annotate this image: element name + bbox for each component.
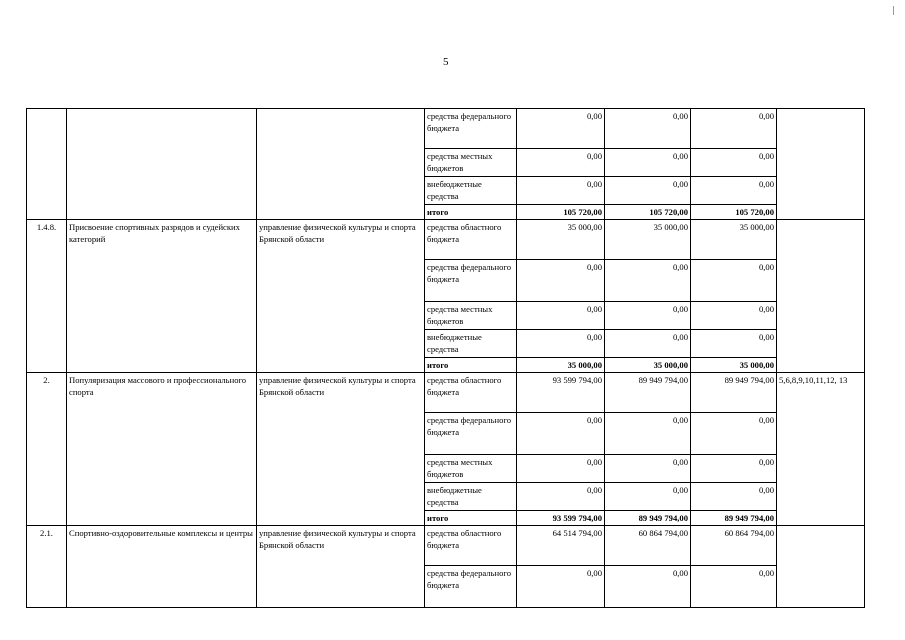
value-cell: 0,00 <box>691 483 777 511</box>
item-number: 2.1. <box>27 526 67 608</box>
value-cell: 0,00 <box>691 177 777 205</box>
value-cell: 0,00 <box>605 566 691 608</box>
value-cell: 64 514 794,00 <box>517 526 605 566</box>
value-cell: 35 000,00 <box>605 358 691 373</box>
value-cell: 0,00 <box>691 302 777 330</box>
value-cell: 0,00 <box>605 177 691 205</box>
value-cell: 105 720,00 <box>691 205 777 220</box>
value-cell: 93 599 794,00 <box>517 511 605 526</box>
value-cell: 0,00 <box>517 330 605 358</box>
value-cell: 89 949 794,00 <box>605 511 691 526</box>
value-cell: 89 949 794,00 <box>691 373 777 413</box>
value-cell: 0,00 <box>605 455 691 483</box>
value-cell: 105 720,00 <box>517 205 605 220</box>
value-cell: 0,00 <box>517 566 605 608</box>
value-cell: 0,00 <box>691 109 777 149</box>
item-number: 1.4.8. <box>27 220 67 373</box>
item-number <box>27 109 67 220</box>
funding-source: средства федерального бюджета <box>425 109 517 149</box>
value-cell: 89 949 794,00 <box>605 373 691 413</box>
funding-source: итого <box>425 358 517 373</box>
value-cell: 0,00 <box>605 483 691 511</box>
value-cell: 0,00 <box>691 566 777 608</box>
budget-table <box>26 108 865 608</box>
funding-source: средства областного бюджета <box>425 220 517 260</box>
item-name: Популяризация массового и профессионального спорта <box>67 373 257 526</box>
value-cell: 93 599 794,00 <box>517 373 605 413</box>
value-cell: 0,00 <box>605 149 691 177</box>
item-executor: управление физической культуры и спорта Брянской области <box>257 220 425 373</box>
value-cell: 0,00 <box>517 149 605 177</box>
funding-source: внебюджетные средства <box>425 330 517 358</box>
value-cell: 0,00 <box>517 413 605 455</box>
item-name <box>67 109 257 220</box>
value-cell: 35 000,00 <box>605 220 691 260</box>
funding-source: внебюджетные средства <box>425 483 517 511</box>
value-cell: 0,00 <box>691 455 777 483</box>
value-cell: 35 000,00 <box>517 220 605 260</box>
item-executor: управление физической культуры и спорта Брянской области <box>257 526 425 608</box>
value-cell: 35 000,00 <box>517 358 605 373</box>
table-row <box>27 373 865 413</box>
funding-source: средства федерального бюджета <box>425 413 517 455</box>
target-indicators <box>777 526 865 608</box>
funding-source: средства федерального бюджета <box>425 260 517 302</box>
item-executor <box>257 109 425 220</box>
funding-source: средства местных бюджетов <box>425 149 517 177</box>
value-cell: 0,00 <box>517 483 605 511</box>
funding-source: внебюджетные средства <box>425 177 517 205</box>
table-row <box>27 109 865 149</box>
funding-source: средства областного бюджета <box>425 526 517 566</box>
value-cell: 0,00 <box>605 330 691 358</box>
value-cell: 60 864 794,00 <box>691 526 777 566</box>
funding-source: итого <box>425 205 517 220</box>
value-cell: 0,00 <box>517 109 605 149</box>
value-cell: 0,00 <box>691 413 777 455</box>
target-indicators: 5,6,8,9,10,11,12, 13 <box>777 373 865 526</box>
funding-source: итого <box>425 511 517 526</box>
funding-source: средства областного бюджета <box>425 373 517 413</box>
value-cell: 0,00 <box>691 149 777 177</box>
value-cell: 0,00 <box>517 177 605 205</box>
value-cell: 0,00 <box>691 260 777 302</box>
value-cell: 105 720,00 <box>605 205 691 220</box>
item-executor: управление физической культуры и спорта Брянской области <box>257 373 425 526</box>
value-cell: 89 949 794,00 <box>691 511 777 526</box>
value-cell: 0,00 <box>605 413 691 455</box>
item-name: Спортивно-оздоровительные комплексы и центры <box>67 526 257 608</box>
value-cell: 0,00 <box>605 109 691 149</box>
value-cell: 0,00 <box>691 330 777 358</box>
table-row <box>27 220 865 260</box>
funding-source: средства местных бюджетов <box>425 302 517 330</box>
funding-source: средства местных бюджетов <box>425 455 517 483</box>
funding-source: средства федерального бюджета <box>425 566 517 608</box>
value-cell: 0,00 <box>605 302 691 330</box>
value-cell: 0,00 <box>605 260 691 302</box>
value-cell: 35 000,00 <box>691 220 777 260</box>
item-name: Присвоение спортивных разрядов и судейских категорий <box>67 220 257 373</box>
page-number: 5 <box>443 56 449 68</box>
value-cell: 0,00 <box>517 302 605 330</box>
value-cell: 0,00 <box>517 455 605 483</box>
table-row <box>27 526 865 566</box>
value-cell: 0,00 <box>517 260 605 302</box>
target-indicators <box>777 109 865 220</box>
item-number: 2. <box>27 373 67 526</box>
target-indicators <box>777 220 865 373</box>
value-cell: 60 864 794,00 <box>605 526 691 566</box>
value-cell: 35 000,00 <box>691 358 777 373</box>
scan-edge-mark <box>893 6 894 15</box>
